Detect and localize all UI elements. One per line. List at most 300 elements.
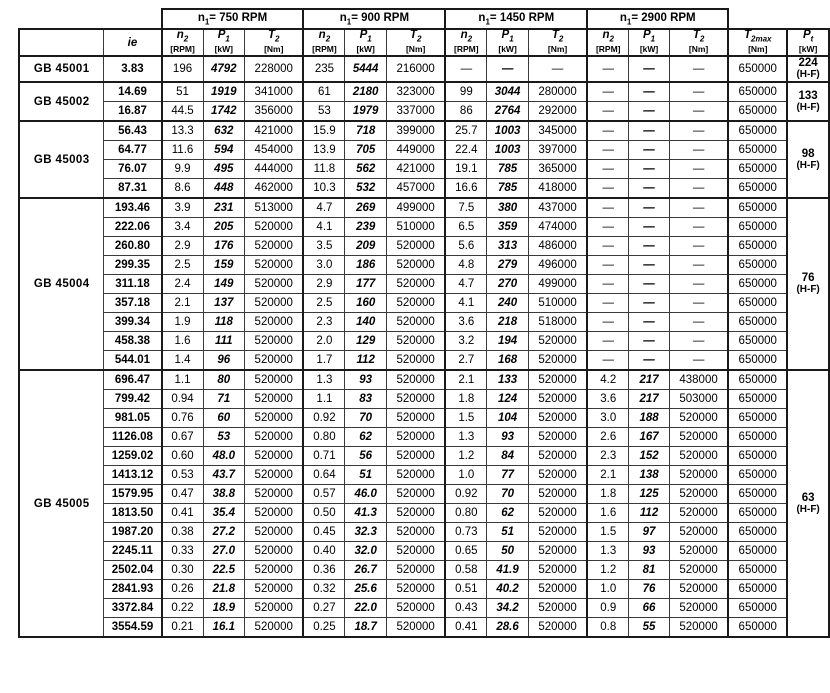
data-cell: 216000 <box>386 56 445 82</box>
data-cell: 4.2 <box>587 370 628 390</box>
data-cell: 2.6 <box>587 428 628 447</box>
table-body <box>19 9 829 637</box>
data-cell: 510000 <box>386 218 445 237</box>
data-cell: 421000 <box>245 121 304 141</box>
data-cell: 7.5 <box>445 198 486 218</box>
data-cell: 209 <box>345 237 387 256</box>
ie-value: 2841.93 <box>104 580 162 599</box>
data-cell: 2.5 <box>303 294 344 313</box>
data-cell: 1742 <box>203 102 245 122</box>
data-cell: 496000 <box>528 256 587 275</box>
table-row <box>19 351 829 371</box>
gearbox-spec-table <box>18 8 830 638</box>
data-cell: 40.2 <box>487 580 529 599</box>
data-cell: 4792 <box>203 56 245 82</box>
data-cell: 650000 <box>728 485 787 504</box>
data-cell: 650000 <box>728 294 787 313</box>
data-cell: 77 <box>487 466 529 485</box>
data-cell: 2.4 <box>162 275 203 294</box>
data-cell: 1.5 <box>587 523 628 542</box>
data-cell: 499000 <box>386 198 445 218</box>
data-cell: 60 <box>203 409 245 428</box>
table-row <box>19 102 829 122</box>
data-cell: 0.43 <box>445 599 486 618</box>
data-cell: 1.2 <box>587 561 628 580</box>
table-row <box>19 313 829 332</box>
data-cell: 1.5 <box>445 409 486 428</box>
data-cell: 217 <box>629 370 670 390</box>
column-header-P: $P_1$ [kW] <box>345 29 387 56</box>
data-cell: 520000 <box>245 447 304 466</box>
data-cell: 43.7 <box>203 466 245 485</box>
data-cell: 520000 <box>528 580 587 599</box>
data-cell: — <box>669 141 728 160</box>
data-cell: 650000 <box>728 275 787 294</box>
data-cell: 650000 <box>728 409 787 428</box>
ie-value: 696.47 <box>104 370 162 390</box>
data-cell: 11.6 <box>162 141 203 160</box>
data-cell: 118 <box>203 313 245 332</box>
ie-value: 56.43 <box>104 121 162 141</box>
data-cell: 22.4 <box>445 141 486 160</box>
column-header-T: $T_2$ [Nm] <box>528 29 587 56</box>
model-cell: GB 45005 <box>19 370 104 637</box>
data-cell: 0.41 <box>445 618 486 638</box>
data-cell: 3.2 <box>445 332 486 351</box>
data-cell: 239 <box>345 218 387 237</box>
data-cell: 32.3 <box>345 523 387 542</box>
data-cell: 124 <box>487 390 529 409</box>
data-cell: 520000 <box>386 409 445 428</box>
table-row <box>19 218 829 237</box>
data-cell: — <box>629 179 670 199</box>
data-cell: 112 <box>345 351 387 371</box>
data-cell: 520000 <box>669 561 728 580</box>
data-cell: — <box>587 256 628 275</box>
table-row <box>19 370 829 390</box>
data-cell: — <box>669 218 728 237</box>
model-cell: GB 45002 <box>19 82 104 121</box>
data-cell: 159 <box>203 256 245 275</box>
data-cell: 520000 <box>245 218 304 237</box>
table-row <box>19 447 829 466</box>
data-cell: 520000 <box>386 370 445 390</box>
data-cell: 269 <box>345 198 387 218</box>
table-row <box>19 82 829 102</box>
ie-value: 3372.84 <box>104 599 162 618</box>
data-cell: — <box>587 179 628 199</box>
data-cell: 486000 <box>528 237 587 256</box>
data-cell: 2.0 <box>303 332 344 351</box>
data-cell: 520000 <box>528 561 587 580</box>
data-cell: 0.47 <box>162 485 203 504</box>
data-cell: — <box>629 256 670 275</box>
data-cell: — <box>669 82 728 102</box>
data-cell: 2180 <box>345 82 387 102</box>
table-row <box>19 542 829 561</box>
header-row-rpm <box>19 9 829 29</box>
data-cell: — <box>629 160 670 179</box>
data-cell: 323000 <box>386 82 445 102</box>
data-cell: 2.9 <box>303 275 344 294</box>
ie-value: 1987.20 <box>104 523 162 542</box>
pt-value: 76 (H-F) <box>787 198 829 370</box>
data-cell: 70 <box>345 409 387 428</box>
data-cell: 520000 <box>386 237 445 256</box>
data-cell: 22.0 <box>345 599 387 618</box>
data-cell: 80 <box>203 370 245 390</box>
data-cell: 0.8 <box>587 618 628 638</box>
data-cell: 520000 <box>669 409 728 428</box>
data-cell: 520000 <box>386 561 445 580</box>
data-cell: 0.27 <box>303 599 344 618</box>
data-cell: 313 <box>487 237 529 256</box>
data-cell: 510000 <box>528 294 587 313</box>
data-cell: 520000 <box>245 294 304 313</box>
data-cell: 0.92 <box>445 485 486 504</box>
data-cell: 3044 <box>487 82 529 102</box>
data-cell: 520000 <box>528 351 587 371</box>
data-cell: 133 <box>487 370 529 390</box>
data-cell: 16.6 <box>445 179 486 199</box>
data-cell: 0.33 <box>162 542 203 561</box>
data-cell: — <box>629 313 670 332</box>
data-cell: — <box>669 121 728 141</box>
data-cell: 0.73 <box>445 523 486 542</box>
table-row <box>19 428 829 447</box>
ie-value: 1259.02 <box>104 447 162 466</box>
data-cell: 520000 <box>669 523 728 542</box>
data-cell: 495 <box>203 160 245 179</box>
data-cell: 520000 <box>528 504 587 523</box>
ie-value: 16.87 <box>104 102 162 122</box>
data-cell: 56 <box>345 447 387 466</box>
table-row <box>19 332 829 351</box>
data-cell: — <box>528 56 587 82</box>
data-cell: 3.4 <box>162 218 203 237</box>
data-cell: 217 <box>629 390 670 409</box>
data-cell: 0.45 <box>303 523 344 542</box>
data-cell: 205 <box>203 218 245 237</box>
data-cell: 718 <box>345 121 387 141</box>
ie-value: 1413.12 <box>104 466 162 485</box>
data-cell: 1.3 <box>587 542 628 561</box>
rpm-group-header: $n_1= 750$ RPM <box>162 9 304 29</box>
data-cell: 186 <box>345 256 387 275</box>
data-cell: 474000 <box>528 218 587 237</box>
data-cell: 176 <box>203 237 245 256</box>
data-cell: — <box>629 56 670 82</box>
data-cell: 520000 <box>386 504 445 523</box>
data-cell: 520000 <box>386 447 445 466</box>
data-cell: — <box>669 351 728 371</box>
data-cell: 66 <box>629 599 670 618</box>
model-cell: GB 45001 <box>19 56 104 82</box>
data-cell: — <box>669 102 728 122</box>
data-cell: 520000 <box>386 294 445 313</box>
model-column-header <box>19 29 104 56</box>
data-cell: 650000 <box>728 82 787 102</box>
data-cell: 520000 <box>386 542 445 561</box>
data-cell: 1979 <box>345 102 387 122</box>
data-cell: 520000 <box>386 390 445 409</box>
data-cell: 520000 <box>386 466 445 485</box>
data-cell: 2.3 <box>587 447 628 466</box>
data-cell: 26.7 <box>345 561 387 580</box>
data-cell: 5444 <box>345 56 387 82</box>
data-cell: 280000 <box>528 82 587 102</box>
data-cell: 28.6 <box>487 618 529 638</box>
data-cell: 520000 <box>386 618 445 638</box>
data-cell: 279 <box>487 256 529 275</box>
ie-value: 64.77 <box>104 141 162 160</box>
data-cell: 50 <box>487 542 529 561</box>
data-cell: 418000 <box>528 179 587 199</box>
data-cell: 8.6 <box>162 179 203 199</box>
column-header-T: $T_2$ [Nm] <box>245 29 304 56</box>
data-cell: 520000 <box>386 275 445 294</box>
data-cell: — <box>587 141 628 160</box>
data-cell: 27.2 <box>203 523 245 542</box>
data-cell: 0.71 <box>303 447 344 466</box>
data-cell: — <box>629 237 670 256</box>
data-cell: 520000 <box>245 237 304 256</box>
data-cell: 650000 <box>728 313 787 332</box>
table-row <box>19 237 829 256</box>
data-cell: 650000 <box>728 370 787 390</box>
rpm-group-header: $n_1= 2900$ RPM <box>587 9 728 29</box>
data-cell: 53 <box>203 428 245 447</box>
data-cell: 2.1 <box>445 370 486 390</box>
data-cell: 2.7 <box>445 351 486 371</box>
data-cell: 129 <box>345 332 387 351</box>
ie-value: 87.31 <box>104 179 162 199</box>
data-cell: 1.7 <box>303 351 344 371</box>
data-cell: — <box>587 82 628 102</box>
data-cell: 365000 <box>528 160 587 179</box>
column-header-n: $n_2$ [RPM] <box>162 29 203 56</box>
table-row <box>19 485 829 504</box>
data-cell: 650000 <box>728 390 787 409</box>
data-cell: 520000 <box>669 599 728 618</box>
column-header-T: $T_2$ [Nm] <box>669 29 728 56</box>
data-cell: 13.3 <box>162 121 203 141</box>
data-cell: 421000 <box>386 160 445 179</box>
data-cell: 520000 <box>669 466 728 485</box>
data-cell: 32.0 <box>345 542 387 561</box>
data-cell: 520000 <box>669 485 728 504</box>
pt-value: 98 (H-F) <box>787 121 829 198</box>
header-spacer <box>19 9 162 29</box>
data-cell: 457000 <box>386 179 445 199</box>
data-cell: 0.64 <box>303 466 344 485</box>
data-cell: 125 <box>629 485 670 504</box>
data-cell: — <box>669 198 728 218</box>
data-cell: 650000 <box>728 218 787 237</box>
ie-value: 2245.11 <box>104 542 162 561</box>
data-cell: 270 <box>487 275 529 294</box>
data-cell: 520000 <box>245 428 304 447</box>
data-cell: 650000 <box>728 618 787 638</box>
data-cell: 240 <box>487 294 529 313</box>
data-cell: 19.1 <box>445 160 486 179</box>
data-cell: 70 <box>487 485 529 504</box>
data-cell: 5.6 <box>445 237 486 256</box>
data-cell: 93 <box>487 428 529 447</box>
data-cell: 438000 <box>669 370 728 390</box>
data-cell: 520000 <box>386 256 445 275</box>
column-header-P: $P_1$ [kW] <box>629 29 670 56</box>
data-cell: 520000 <box>386 523 445 542</box>
model-cell: GB 45003 <box>19 121 104 198</box>
data-cell: 0.40 <box>303 542 344 561</box>
data-cell: 41.9 <box>487 561 529 580</box>
data-cell: 520000 <box>245 504 304 523</box>
data-cell: 380 <box>487 198 529 218</box>
ie-value: 1579.95 <box>104 485 162 504</box>
data-cell: — <box>669 256 728 275</box>
data-cell: 520000 <box>245 332 304 351</box>
data-cell: 520000 <box>528 523 587 542</box>
data-cell: 41.3 <box>345 504 387 523</box>
column-header-P: $P_t$ [kW] <box>787 29 829 56</box>
data-cell: 785 <box>487 179 529 199</box>
data-cell: 462000 <box>245 179 304 199</box>
data-cell: 503000 <box>669 390 728 409</box>
data-cell: 93 <box>345 370 387 390</box>
data-cell: 1003 <box>487 121 529 141</box>
data-cell: — <box>629 82 670 102</box>
data-cell: 0.50 <box>303 504 344 523</box>
table-row <box>19 599 829 618</box>
data-cell: 520000 <box>245 275 304 294</box>
data-cell: 9.9 <box>162 160 203 179</box>
data-cell: 520000 <box>386 485 445 504</box>
table-row <box>19 141 829 160</box>
data-cell: 1.1 <box>162 370 203 390</box>
data-cell: 359 <box>487 218 529 237</box>
data-cell: 1.6 <box>162 332 203 351</box>
column-header-n: $n_2$ [RPM] <box>445 29 486 56</box>
data-cell: — <box>587 275 628 294</box>
data-cell: 650000 <box>728 141 787 160</box>
pt-value: 133 (H-F) <box>787 82 829 121</box>
data-cell: 44.5 <box>162 102 203 122</box>
column-header-n: $n_2$ [RPM] <box>587 29 628 56</box>
data-cell: 48.0 <box>203 447 245 466</box>
table-row <box>19 275 829 294</box>
data-cell: 448 <box>203 179 245 199</box>
ie-value: 357.18 <box>104 294 162 313</box>
data-cell: 1003 <box>487 141 529 160</box>
data-cell: 520000 <box>669 447 728 466</box>
data-cell: — <box>487 56 529 82</box>
data-cell: 650000 <box>728 428 787 447</box>
data-cell: 13.9 <box>303 141 344 160</box>
data-cell: 1919 <box>203 82 245 102</box>
data-cell: — <box>629 121 670 141</box>
data-cell: 3.0 <box>303 256 344 275</box>
data-cell: — <box>587 218 628 237</box>
data-cell: 520000 <box>386 313 445 332</box>
data-cell: 0.80 <box>303 428 344 447</box>
data-cell: 228000 <box>245 56 304 82</box>
pt-value: 224 (H-F) <box>787 56 829 82</box>
ie-value: 3554.59 <box>104 618 162 638</box>
ie-value: 1126.08 <box>104 428 162 447</box>
data-cell: 337000 <box>386 102 445 122</box>
table-row <box>19 561 829 580</box>
data-cell: 0.80 <box>445 504 486 523</box>
ie-value: 260.80 <box>104 237 162 256</box>
data-cell: 0.21 <box>162 618 203 638</box>
data-cell: 520000 <box>386 599 445 618</box>
data-cell: 520000 <box>386 580 445 599</box>
data-cell: 520000 <box>669 618 728 638</box>
data-cell: 177 <box>345 275 387 294</box>
data-cell: 520000 <box>528 370 587 390</box>
data-cell: 520000 <box>245 313 304 332</box>
data-cell: 4.7 <box>303 198 344 218</box>
data-cell: 27.0 <box>203 542 245 561</box>
data-cell: 25.7 <box>445 121 486 141</box>
data-cell: 518000 <box>528 313 587 332</box>
data-cell: 650000 <box>728 351 787 371</box>
data-cell: 650000 <box>728 542 787 561</box>
data-cell: 1.0 <box>445 466 486 485</box>
data-cell: 3.0 <box>587 409 628 428</box>
data-cell: 99 <box>445 82 486 102</box>
data-cell: 0.51 <box>445 580 486 599</box>
ie-value: 193.46 <box>104 198 162 218</box>
data-cell: 3.6 <box>445 313 486 332</box>
data-cell: 345000 <box>528 121 587 141</box>
data-cell: 235 <box>303 56 344 82</box>
data-cell: 0.57 <box>303 485 344 504</box>
data-cell: 341000 <box>245 82 304 102</box>
data-cell: 0.76 <box>162 409 203 428</box>
data-cell: 520000 <box>245 580 304 599</box>
data-cell: — <box>629 351 670 371</box>
data-cell: 454000 <box>245 141 304 160</box>
data-cell: 51 <box>162 82 203 102</box>
data-cell: 3.5 <box>303 237 344 256</box>
data-cell: 650000 <box>728 121 787 141</box>
data-cell: 0.92 <box>303 409 344 428</box>
data-cell: 650000 <box>728 332 787 351</box>
ie-value: 1813.50 <box>104 504 162 523</box>
data-cell: — <box>587 351 628 371</box>
data-cell: 22.5 <box>203 561 245 580</box>
data-cell: 167 <box>629 428 670 447</box>
column-header-n: $n_2$ [RPM] <box>303 29 344 56</box>
data-cell: 532 <box>345 179 387 199</box>
data-cell: 4.7 <box>445 275 486 294</box>
data-cell: 53 <box>303 102 344 122</box>
data-cell: 1.4 <box>162 351 203 371</box>
data-cell: 397000 <box>528 141 587 160</box>
data-cell: 0.60 <box>162 447 203 466</box>
table-row <box>19 409 829 428</box>
data-cell: 650000 <box>728 102 787 122</box>
table-row <box>19 198 829 218</box>
data-cell: — <box>669 237 728 256</box>
data-cell: 632 <box>203 121 245 141</box>
data-cell: 18.7 <box>345 618 387 638</box>
data-cell: 86 <box>445 102 486 122</box>
data-cell: 520000 <box>528 390 587 409</box>
data-cell: 520000 <box>528 599 587 618</box>
